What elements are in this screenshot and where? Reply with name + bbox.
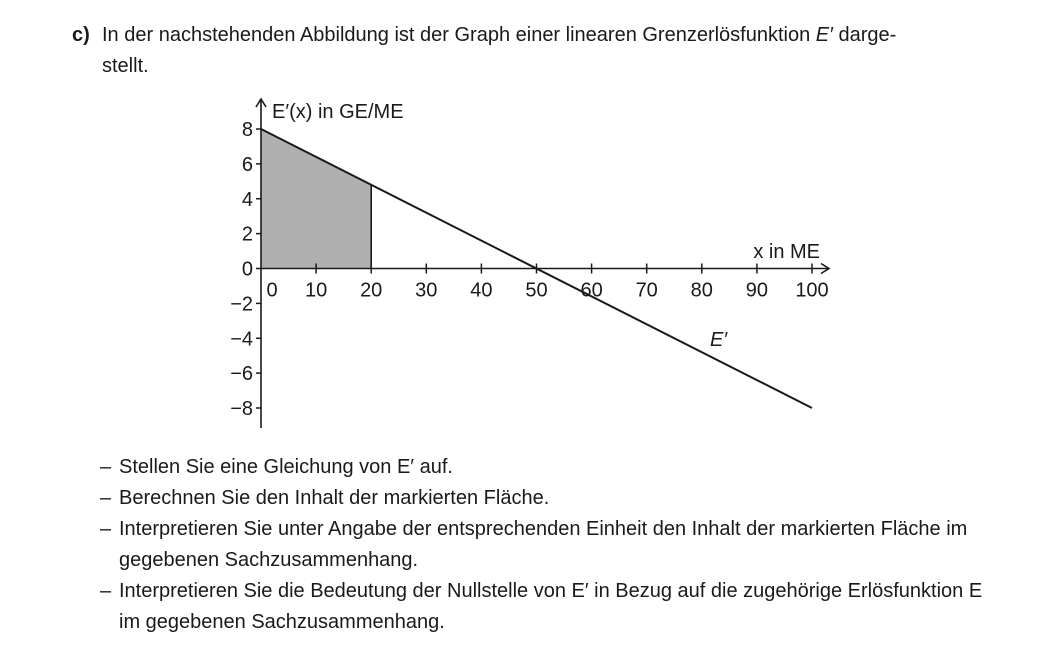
y-tick-label: 6 — [241, 153, 253, 176]
task-item: – Stellen Sie eine Gleichung von E′ auf. — [100, 452, 1000, 483]
x-tick-label: 30 — [415, 279, 438, 302]
shaded-area — [261, 129, 371, 269]
y-tick-label: −4 — [230, 328, 253, 351]
y-tick-label: −8 — [230, 398, 253, 420]
part-label: c) — [72, 24, 90, 46]
intro-text-2: darge- — [838, 24, 897, 46]
y-tick-label: 4 — [241, 188, 253, 211]
intro-symbol: E′ — [815, 24, 833, 46]
task-item: – Interpretieren Sie unter Angabe der entsprechenden Einheit den Inhalt der markierten Fläche im gegebenen Sachzusammenhang. — [100, 514, 1000, 576]
y-tick-label: 2 — [241, 223, 253, 246]
x-tick-label: 20 — [360, 279, 383, 302]
y-tick-label: 8 — [241, 119, 253, 141]
task-list — [100, 452, 1000, 638]
series-label: E′ — [710, 329, 728, 351]
y-tick-label: 0 — [241, 258, 253, 281]
y-tick-label: −6 — [230, 363, 253, 386]
intro-text-3: stellt. — [102, 55, 149, 77]
x-tick-label: 70 — [635, 279, 658, 302]
intro-text-1: In der nachstehenden Abbildung ist der Graph einer linearen Grenzerlösfunktion — [102, 24, 811, 46]
x-tick-label: 40 — [470, 279, 493, 302]
x-tick-label: 100 — [795, 279, 829, 302]
x-tick-label: 0 — [266, 279, 278, 302]
y-tick-label: −2 — [230, 293, 253, 316]
x-tick-label: 60 — [580, 279, 603, 302]
task-item: – Interpretieren Sie die Bedeutung der Nullstelle von E′ in Bezug auf die zugehörige Erlösfunktion E im gegebenen Sachzusammenhang. — [100, 576, 1000, 638]
x-tick-label: 50 — [525, 279, 548, 302]
task-item: – Berechnen Sie den Inhalt der markierten Fläche. — [100, 483, 1000, 514]
x-tick-label: 90 — [745, 279, 769, 302]
x-tick-label: 80 — [690, 279, 713, 302]
x-tick-label: 10 — [304, 279, 328, 302]
y-axis-title: E′(x) in GE/ME — [272, 101, 404, 123]
x-axis-title: x in ME — [753, 241, 820, 263]
